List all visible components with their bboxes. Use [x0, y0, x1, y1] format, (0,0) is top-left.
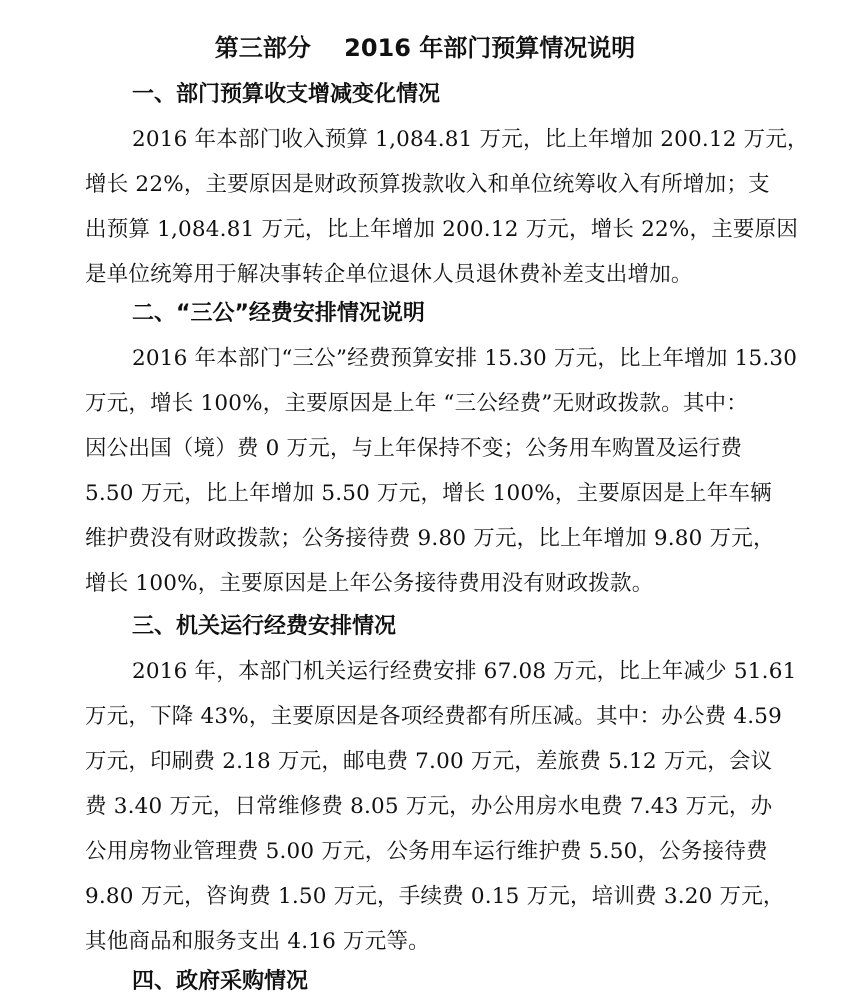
section-heading-4: 四、政府采购情况 [132, 969, 309, 994]
paragraph-line: 公用房物业管理费 5.00 万元，公务用车运行维护费 5.50，公务接待费 [85, 839, 768, 864]
paragraph-line: 其他商品和服务支出 4.16 万元等。 [85, 929, 430, 954]
paragraph-line: 是单位统筹用于解决事转企单位退休人员退休费补差支出增加。 [85, 262, 693, 287]
paragraph-line: 增长 22%，主要原因是财政预算拨款收入和单位统筹收入有所增加；支 [85, 172, 770, 197]
section-heading-3: 三、机关运行经费安排情况 [132, 614, 397, 639]
paragraph-line: 维护费没有财政拨款；公务接待费 9.80 万元，比上年增加 9.80 万元， [85, 526, 775, 551]
paragraph-line: 出预算 1,084.81 万元，比上年增加 200.12 万元，增长 22%，主要原因 [85, 217, 799, 242]
paragraph-line: 增长 100%，主要原因是上年公务接待费用没有财政拨款。 [85, 571, 654, 596]
paragraph-line: 2016 年，本部门机关运行经费安排 67.08 万元，比上年减少 51.61 [132, 659, 797, 684]
paragraph-line: 2016 年本部门收入预算 1,084.81 万元，比上年增加 200.12 万元， [132, 127, 809, 152]
section-heading-2: 二、“三公”经费安排情况说明 [132, 301, 425, 326]
section-heading-1: 一、部门预算收支增减变化情况 [132, 82, 441, 107]
paragraph-line: 万元，印刷费 2.18 万元，邮电费 7.00 万元，差旅费 5.12 万元，会议 [85, 749, 773, 774]
paragraph-line: 因公出国（境）费 0 万元，与上年保持不变；公务用车购置及运行费 [85, 436, 743, 461]
paragraph-line: 费 3.40 万元，日常维修费 8.05 万元，办公用房水电费 7.43 万元，办 [85, 794, 773, 819]
paragraph-line: 2016 年本部门“三公”经费预算安排 15.30 万元，比上年增加 15.30 [132, 346, 798, 371]
paragraph-line: 5.50 万元，比上年增加 5.50 万元，增长 100%，主要原因是上年车辆 [85, 481, 772, 506]
paragraph-line: 万元，下降 43%，主要原因是各项经费都有所压减。其中：办公费 4.59 [85, 704, 783, 729]
page-title: 第三部分 2016 年部门预算情况说明 [214, 34, 636, 62]
paragraph-line: 9.80 万元，咨询费 1.50 万元，手续费 0.15 万元，培训费 3.20 万元， [85, 884, 785, 909]
paragraph-line: 万元，增长 100%，主要原因是上年 “三公经费”无财政拨款。其中： [85, 391, 748, 416]
